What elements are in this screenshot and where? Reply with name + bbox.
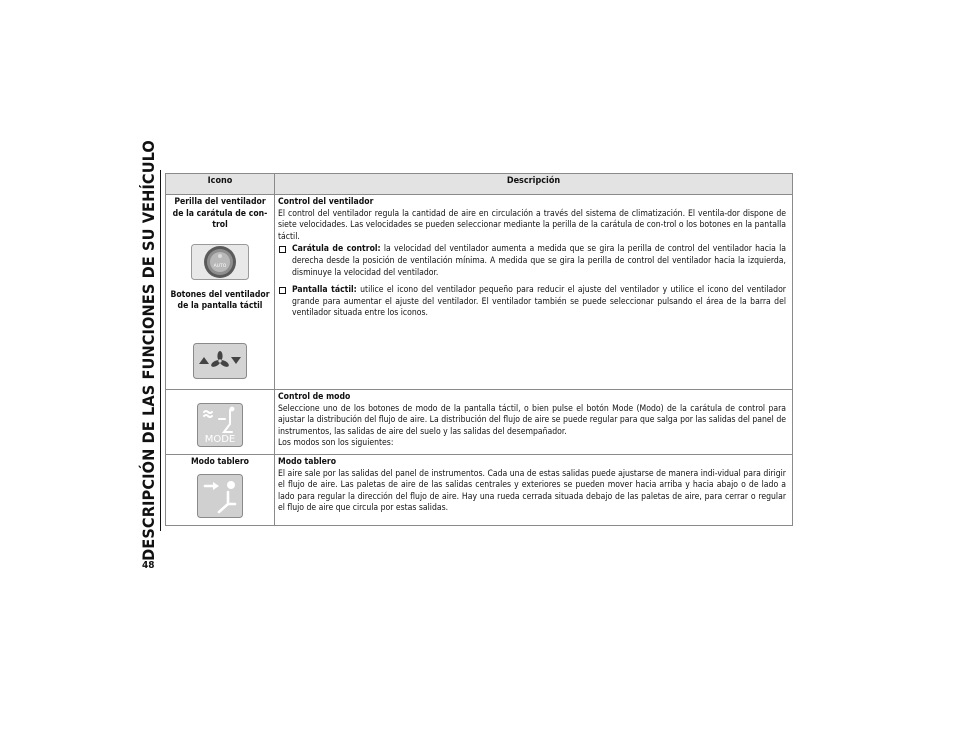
mode-button-label: MODE <box>204 433 236 445</box>
bullet-item <box>278 285 786 320</box>
table-row <box>166 195 793 390</box>
bullet-text: utilice el icono del ventilador pequeño para reducir el ajuste del ventilador y utilice el icono del ventilador grande para aumentar el ajuste del ventilador. El ventilador también se puede seleccionar pulsando el área de la barra del ventilador situada entre los iconos. <box>292 285 786 319</box>
column-header-icon: Icono <box>166 174 275 195</box>
row-title-mode-control: Control de modo <box>278 391 351 402</box>
row-title-fan-control: Control del ventilador <box>278 197 374 207</box>
description-cell <box>275 389 793 454</box>
icon-label-panel-mode: Modo tablero <box>190 456 249 467</box>
row-title-panel-mode: Modo tablero <box>278 456 337 467</box>
icon-cell <box>166 195 275 390</box>
icon-cell <box>166 454 275 525</box>
section-title: DESCRIPCIÓN DE LAS FUNCIONES DE SU VEHÍCULO <box>138 139 158 561</box>
mode-list-intro: Los modos son los siguientes: <box>278 438 394 449</box>
mode-button-icon <box>197 403 243 447</box>
panel-mode-icon <box>197 474 243 518</box>
icon-label-fan-knob: Perilla del ventilador de la carátula de con-trol <box>172 197 268 231</box>
checkbox-bullet-icon <box>279 287 286 294</box>
icon-label-fan-touchscreen: Botones del ventilador de la pantalla táctil <box>170 289 270 312</box>
bullet-term: Carátula de control: <box>292 244 381 255</box>
bullet-text: la velocidad del ventilador aumenta a medida que se gira la perilla de control del ventilador hacia la derecha desde la posición de ventilación mínima. A medida que se gira la perilla de control del ventilador hacia la izquierda, disminuye la velocidad del ventilador. <box>292 244 786 278</box>
climate-controls-table <box>165 173 793 526</box>
fan-touchscreen-buttons-icon <box>193 343 247 379</box>
column-header-description: Descripción <box>275 174 793 195</box>
knob-auto-label: AUTO <box>213 263 227 269</box>
section-divider <box>160 170 161 531</box>
table-row <box>166 454 793 525</box>
icon-cell <box>166 389 275 454</box>
fan-knob-icon <box>191 244 249 280</box>
panel-mode-description: El aire sale por las salidas del panel de instrumentos. Cada una de estas salidas puede ajustarse de manera indi-vidual para dirigir el flujo de aire. Las paletas de aire de las salidas centrales y exteriores se pueden mover hacia arriba y hacia abajo o de lado a lado para regular la dirección del flujo de aire. Hay una rueda cerrada situada debajo de las paletas de aire, para cerrar o regular el flujo de aire que circula por estas salidas. <box>278 468 786 514</box>
checkbox-bullet-icon <box>279 246 286 253</box>
bullet-item <box>278 244 786 279</box>
page-number: 48 <box>142 560 155 571</box>
bullet-term: Pantalla táctil: <box>292 285 357 296</box>
table-row <box>166 389 793 454</box>
fan-control-description: El control del ventilador regula la cantidad de aire en circulación a través del sistema de climatización. El ventila-dor dispone de siete velocidades. Las velocidades se pueden seleccionar mediante la perilla de la carátula de con-trol o los botones en la pantalla táctil. <box>278 208 786 242</box>
table-header-row <box>166 174 793 195</box>
description-cell <box>275 195 793 390</box>
mode-control-description: Seleccione uno de los botones de modo de la pantalla táctil, o bien pulse el botón Mode (Modo) de la carátula de control para ajustar la distribución del flujo de aire. La distribución del flujo de aire se puede regular para que salga por las salidas del panel de instrumentos, las salidas de aire del suelo y las salidas del desempañador. <box>278 403 786 437</box>
description-cell <box>275 454 793 525</box>
